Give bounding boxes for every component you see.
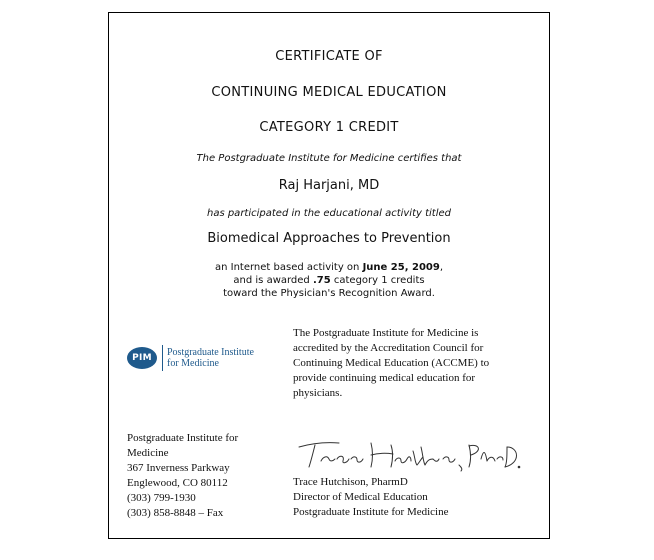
address-line: Postgraduate Institute for	[127, 432, 239, 444]
award-credits: .75	[312, 275, 331, 286]
award-suffix: category 1 credits	[330, 275, 425, 286]
certifies-statement: The Postgraduate Institute for Medicine certifies that	[196, 153, 462, 164]
handwritten-signature	[293, 437, 523, 478]
pim-logo-badge: PIM	[127, 347, 157, 369]
activity-detail-line2	[109, 274, 549, 287]
detail-suffix: ,	[439, 262, 444, 273]
activity-detail-line1	[109, 261, 549, 274]
signature-drawing	[293, 437, 523, 473]
certificate-frame	[108, 12, 550, 539]
address-line: Medicine	[127, 447, 169, 459]
recipient-name: Raj Harjani, MD	[278, 178, 380, 193]
signer-organization: Postgraduate Institute for Medicine	[293, 506, 449, 518]
address-line: Englewood, CO 80112	[127, 477, 228, 489]
signer-title: Director of Medical Education	[293, 491, 428, 503]
certificate-title-line2: CONTINUING MEDICAL EDUCATION	[211, 85, 447, 100]
accreditation-line: provide continuing medical education for	[293, 372, 476, 384]
certificate-title-line3: CATEGORY 1 CREDIT	[259, 120, 399, 135]
logo-text-line1: Postgraduate Institute	[167, 347, 254, 358]
pim-logo-text	[167, 347, 254, 369]
pim-logo	[127, 345, 254, 371]
accreditation-statement	[293, 326, 533, 401]
address-line: (303) 858-8848 – Fax	[127, 507, 224, 519]
certificate-title-line1: CERTIFICATE OF	[275, 49, 383, 64]
accreditation-line: physicians.	[293, 387, 343, 399]
accreditation-line: The Postgraduate Institute for Medicine is	[293, 327, 479, 339]
address-line: (303) 799-1930	[127, 492, 196, 504]
activity-date: June 25, 2009	[362, 262, 440, 273]
signer-name: Trace Hutchison, PharmD	[293, 476, 408, 488]
institute-address	[127, 431, 238, 521]
accreditation-line: accredited by the Accreditation Council for	[293, 342, 484, 354]
detail-prefix: an Internet based activity on	[214, 262, 363, 273]
activity-title: Biomedical Approaches to Prevention	[207, 231, 451, 246]
participation-statement: has participated in the educational activity titled	[206, 208, 452, 219]
activity-detail-line3: toward the Physician's Recognition Award.	[223, 288, 435, 299]
signer-block	[293, 475, 449, 520]
logo-divider	[162, 345, 163, 371]
award-prefix: and is awarded	[233, 275, 313, 286]
accreditation-line: Continuing Medical Education (ACCME) to	[293, 357, 490, 369]
logo-text-line2: for Medicine	[167, 358, 219, 369]
activity-details	[109, 261, 549, 300]
address-line: 367 Inverness Parkway	[127, 462, 230, 474]
